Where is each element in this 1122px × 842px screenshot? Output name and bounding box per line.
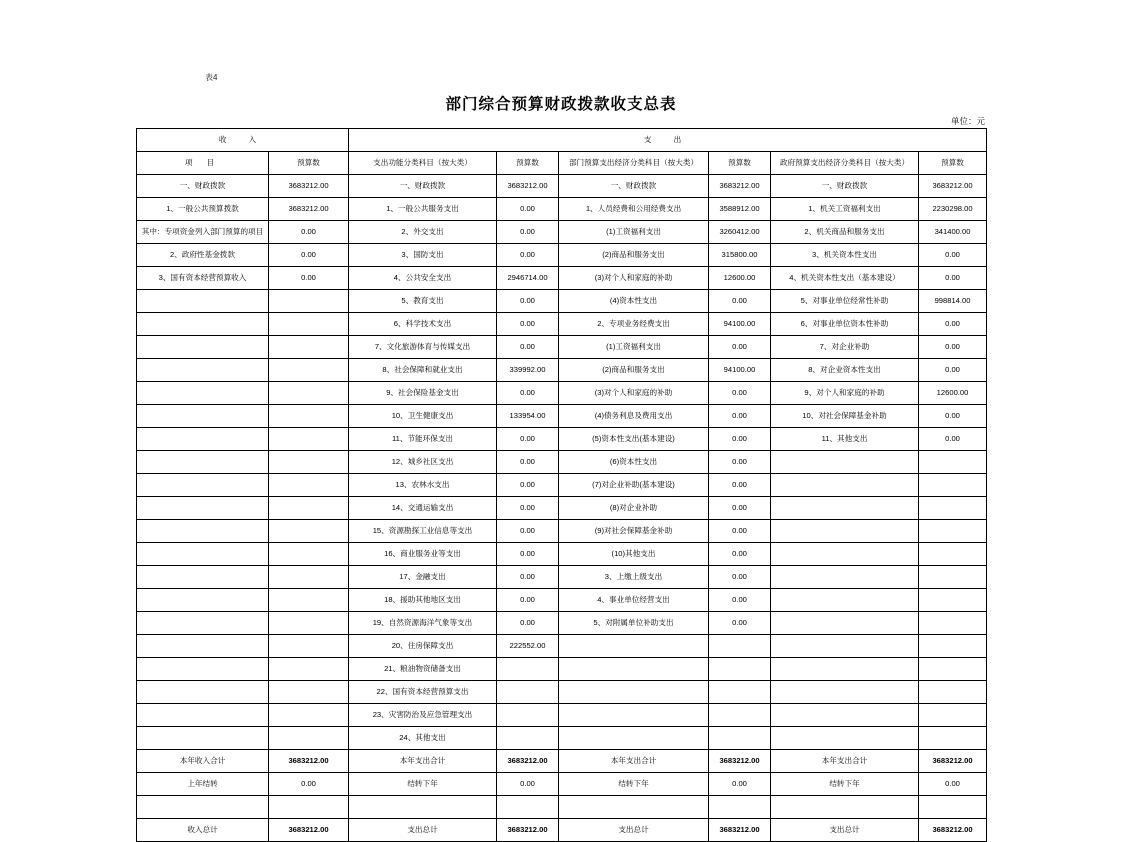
func-row-value: 0.00 xyxy=(497,474,559,497)
budget-table xyxy=(136,128,987,842)
income-year-total-label: 本年收入合计 xyxy=(137,750,269,773)
table-row xyxy=(137,543,987,566)
income-row-label: 2、政府性基金拨款 xyxy=(137,244,269,267)
income-row-value xyxy=(269,313,349,336)
func-row-value: 0.00 xyxy=(497,313,559,336)
header-dept-econ-class: 部门预算支出经济分类科目（按大类） xyxy=(559,152,709,175)
gov-econ-row-value: 12600.00 xyxy=(919,382,987,405)
gov-econ-row-value: 0.00 xyxy=(919,405,987,428)
func-row-value: 0.00 xyxy=(497,290,559,313)
gov-econ-row-value: 0.00 xyxy=(919,359,987,382)
dept-econ-row-value: 94100.00 xyxy=(709,313,771,336)
income-row-label: 1、一般公共预算拨款 xyxy=(137,198,269,221)
income-row-value xyxy=(269,520,349,543)
gov-econ-row-label: 2、机关商品和服务支出 xyxy=(771,221,919,244)
func-row-label: 11、节能环保支出 xyxy=(349,428,497,451)
table-row xyxy=(137,451,987,474)
header-income-budget: 预算数 xyxy=(269,152,349,175)
func-row-value: 2946714.00 xyxy=(497,267,559,290)
income-row-value xyxy=(269,704,349,727)
dept-carry-value: 0.00 xyxy=(709,773,771,796)
gov-econ-row-value xyxy=(919,681,987,704)
table-row xyxy=(137,267,987,290)
spacer-cell xyxy=(137,796,269,819)
income-row-label xyxy=(137,635,269,658)
func-row-value xyxy=(497,681,559,704)
dept-econ-row-label: (5)资本性支出(基本建设) xyxy=(559,428,709,451)
income-row-value xyxy=(269,727,349,750)
dept-carry-label: 结转下年 xyxy=(559,773,709,796)
income-grand-total-label: 收入总计 xyxy=(137,819,269,842)
gov-econ-row-label: 1、机关工资福利支出 xyxy=(771,198,919,221)
table-row xyxy=(137,681,987,704)
gov-econ-row-value xyxy=(919,474,987,497)
table-row xyxy=(137,589,987,612)
gov-econ-row-label: 6、对事业单位资本性补助 xyxy=(771,313,919,336)
spacer-cell xyxy=(497,796,559,819)
dept-econ-row-value: 3683212.00 xyxy=(709,175,771,198)
dept-econ-row-label: (9)对社会保障基金补助 xyxy=(559,520,709,543)
spacer-cell xyxy=(349,796,497,819)
func-row-label: 13、农林水支出 xyxy=(349,474,497,497)
table-row xyxy=(137,290,987,313)
func-row-value xyxy=(497,658,559,681)
func-row-value xyxy=(497,727,559,750)
dept-econ-row-value: 0.00 xyxy=(709,336,771,359)
income-row-label xyxy=(137,336,269,359)
gov-econ-row-value: 2230298.00 xyxy=(919,198,987,221)
header-func-budget: 预算数 xyxy=(497,152,559,175)
gov-econ-row-label xyxy=(771,681,919,704)
func-year-total-label: 本年支出合计 xyxy=(349,750,497,773)
gov-econ-row-value: 0.00 xyxy=(919,428,987,451)
gov-year-total-value: 3683212.00 xyxy=(919,750,987,773)
spacer-cell xyxy=(709,796,771,819)
func-row-value: 0.00 xyxy=(497,497,559,520)
table-row-carryover xyxy=(137,773,987,796)
table-row xyxy=(137,474,987,497)
dept-econ-row-label: (10)其他支出 xyxy=(559,543,709,566)
gov-econ-row-value: 0.00 xyxy=(919,244,987,267)
dept-econ-row-label: 3、上缴上级支出 xyxy=(559,566,709,589)
header-gov-econ-budget: 预算数 xyxy=(919,152,987,175)
func-row-label: 1、一般公共服务支出 xyxy=(349,198,497,221)
gov-econ-row-label: 4、机关资本性支出（基本建设） xyxy=(771,267,919,290)
income-carry-value: 0.00 xyxy=(269,773,349,796)
income-year-total-value: 3683212.00 xyxy=(269,750,349,773)
func-row-value: 0.00 xyxy=(497,382,559,405)
gov-econ-row-label xyxy=(771,658,919,681)
gov-econ-row-value: 3683212.00 xyxy=(919,175,987,198)
func-row-value: 0.00 xyxy=(497,336,559,359)
dept-econ-row-label: (4)资本性支出 xyxy=(559,290,709,313)
table-header-group-row xyxy=(137,129,987,152)
gov-econ-row-label xyxy=(771,474,919,497)
income-row-value: 0.00 xyxy=(269,267,349,290)
func-row-value xyxy=(497,704,559,727)
gov-econ-row-value xyxy=(919,635,987,658)
gov-econ-row-label xyxy=(771,497,919,520)
income-grand-total-value: 3683212.00 xyxy=(269,819,349,842)
dept-econ-row-label xyxy=(559,704,709,727)
income-row-label xyxy=(137,612,269,635)
table-row xyxy=(137,313,987,336)
table-row xyxy=(137,635,987,658)
income-row-label xyxy=(137,589,269,612)
income-row-label xyxy=(137,290,269,313)
income-row-value xyxy=(269,382,349,405)
func-row-label: 23、灾害防治及应急管理支出 xyxy=(349,704,497,727)
gov-econ-row-value xyxy=(919,704,987,727)
table-row xyxy=(137,497,987,520)
spacer-cell xyxy=(771,796,919,819)
dept-econ-row-label xyxy=(559,727,709,750)
func-row-label: 19、自然资源海洋气象等支出 xyxy=(349,612,497,635)
dept-econ-row-label: (3)对个人和家庭的补助 xyxy=(559,267,709,290)
dept-econ-row-value: 0.00 xyxy=(709,474,771,497)
page-title: 部门综合预算财政拨款收支总表 xyxy=(445,96,677,113)
dept-year-total-label: 本年支出合计 xyxy=(559,750,709,773)
gov-econ-row-label xyxy=(771,612,919,635)
func-row-label: 4、公共安全支出 xyxy=(349,267,497,290)
func-row-label: 一、财政拨款 xyxy=(349,175,497,198)
dept-econ-row-label xyxy=(559,635,709,658)
gov-econ-row-label: 10、对社会保障基金补助 xyxy=(771,405,919,428)
table-row xyxy=(137,244,987,267)
income-row-value xyxy=(269,336,349,359)
dept-econ-row-label: 1、人员经费和公用经费支出 xyxy=(559,198,709,221)
income-row-label: 其中：专项资金列入部门预算的项目 xyxy=(137,221,269,244)
income-row-value xyxy=(269,451,349,474)
income-row-label xyxy=(137,681,269,704)
gov-econ-row-label xyxy=(771,704,919,727)
dept-econ-row-value: 0.00 xyxy=(709,589,771,612)
dept-grand-total-label: 支出总计 xyxy=(559,819,709,842)
income-row-label xyxy=(137,704,269,727)
dept-econ-row-label: 5、对附属单位补助支出 xyxy=(559,612,709,635)
func-row-label: 5、教育支出 xyxy=(349,290,497,313)
dept-econ-row-label: (1)工资福利支出 xyxy=(559,221,709,244)
func-row-label: 17、金融支出 xyxy=(349,566,497,589)
func-row-value: 0.00 xyxy=(497,520,559,543)
table-row-year-total xyxy=(137,750,987,773)
table-row xyxy=(137,198,987,221)
income-row-label xyxy=(137,497,269,520)
func-row-label: 22、国有资本经营预算支出 xyxy=(349,681,497,704)
func-row-label: 21、粮油物资储备支出 xyxy=(349,658,497,681)
dept-econ-row-value: 315800.00 xyxy=(709,244,771,267)
func-row-label: 6、科学技术支出 xyxy=(349,313,497,336)
dept-econ-row-label: 4、事业单位经营支出 xyxy=(559,589,709,612)
table-row xyxy=(137,359,987,382)
income-row-label xyxy=(137,543,269,566)
dept-econ-row-label: (3)对个人和家庭的补助 xyxy=(559,382,709,405)
dept-econ-row-value xyxy=(709,635,771,658)
gov-grand-total-label: 支出总计 xyxy=(771,819,919,842)
form-number: 表4 xyxy=(205,73,218,82)
func-row-label: 24、其他支出 xyxy=(349,727,497,750)
income-row-value: 0.00 xyxy=(269,221,349,244)
income-row-value xyxy=(269,428,349,451)
dept-econ-row-value: 0.00 xyxy=(709,451,771,474)
func-row-value: 133954.00 xyxy=(497,405,559,428)
dept-grand-total-value: 3683212.00 xyxy=(709,819,771,842)
gov-econ-row-value xyxy=(919,612,987,635)
dept-econ-row-value: 0.00 xyxy=(709,405,771,428)
gov-econ-row-value xyxy=(919,658,987,681)
dept-econ-row-value: 3588912.00 xyxy=(709,198,771,221)
gov-econ-row-label xyxy=(771,451,919,474)
income-carry-label: 上年结转 xyxy=(137,773,269,796)
gov-econ-row-label xyxy=(771,543,919,566)
gov-econ-row-value xyxy=(919,451,987,474)
func-row-value: 0.00 xyxy=(497,612,559,635)
func-row-label: 9、社会保险基金支出 xyxy=(349,382,497,405)
table-row xyxy=(137,520,987,543)
gov-econ-row-value xyxy=(919,589,987,612)
gov-econ-row-label xyxy=(771,566,919,589)
header-income-item: 项 目 xyxy=(137,152,269,175)
func-row-value: 3683212.00 xyxy=(497,175,559,198)
gov-grand-total-value: 3683212.00 xyxy=(919,819,987,842)
header-dept-econ-budget: 预算数 xyxy=(709,152,771,175)
func-row-value: 0.00 xyxy=(497,566,559,589)
dept-econ-row-value: 0.00 xyxy=(709,382,771,405)
income-row-label xyxy=(137,428,269,451)
table-row xyxy=(137,566,987,589)
income-row-value xyxy=(269,543,349,566)
table-row xyxy=(137,405,987,428)
dept-econ-row-value xyxy=(709,704,771,727)
dept-econ-row-value: 12600.00 xyxy=(709,267,771,290)
func-row-label: 12、城乡社区支出 xyxy=(349,451,497,474)
dept-econ-row-value: 0.00 xyxy=(709,543,771,566)
gov-carry-label: 结转下年 xyxy=(771,773,919,796)
income-row-value xyxy=(269,405,349,428)
dept-econ-row-label: (1)工资福利支出 xyxy=(559,336,709,359)
dept-econ-row-value: 0.00 xyxy=(709,428,771,451)
income-row-label xyxy=(137,566,269,589)
func-row-label: 18、援助其他地区支出 xyxy=(349,589,497,612)
dept-econ-row-value xyxy=(709,658,771,681)
gov-year-total-label: 本年支出合计 xyxy=(771,750,919,773)
dept-econ-row-value: 0.00 xyxy=(709,612,771,635)
income-row-value: 3683212.00 xyxy=(269,198,349,221)
dept-econ-row-label: (6)资本性支出 xyxy=(559,451,709,474)
income-row-value xyxy=(269,474,349,497)
dept-econ-row-label: 一、财政拨款 xyxy=(559,175,709,198)
table-spacer-row xyxy=(137,796,987,819)
table-row xyxy=(137,336,987,359)
income-row-value xyxy=(269,681,349,704)
gov-econ-row-label xyxy=(771,727,919,750)
dept-econ-row-value: 94100.00 xyxy=(709,359,771,382)
gov-econ-row-value: 0.00 xyxy=(919,313,987,336)
gov-econ-row-value: 998814.00 xyxy=(919,290,987,313)
func-row-label: 3、国防支出 xyxy=(349,244,497,267)
gov-econ-row-label xyxy=(771,589,919,612)
gov-econ-row-label: 8、对企业资本性支出 xyxy=(771,359,919,382)
income-row-label xyxy=(137,474,269,497)
table-row xyxy=(137,704,987,727)
func-row-label: 2、外交支出 xyxy=(349,221,497,244)
dept-econ-row-value: 0.00 xyxy=(709,290,771,313)
gov-econ-row-label: 一、财政拨款 xyxy=(771,175,919,198)
dept-econ-row-label: 2、专项业务经费支出 xyxy=(559,313,709,336)
dept-econ-row-label: (2)商品和服务支出 xyxy=(559,244,709,267)
func-row-value: 0.00 xyxy=(497,589,559,612)
income-row-value: 3683212.00 xyxy=(269,175,349,198)
table-row xyxy=(137,612,987,635)
dept-econ-row-label: (7)对企业补助(基本建设) xyxy=(559,474,709,497)
dept-econ-row-value: 0.00 xyxy=(709,566,771,589)
table-row xyxy=(137,382,987,405)
income-row-label xyxy=(137,359,269,382)
func-row-label: 7、文化旅游体育与传媒支出 xyxy=(349,336,497,359)
spacer-cell xyxy=(919,796,987,819)
gov-econ-row-value xyxy=(919,566,987,589)
gov-econ-row-label xyxy=(771,520,919,543)
table-row-grand-total xyxy=(137,819,987,842)
gov-econ-row-value xyxy=(919,497,987,520)
func-row-value: 0.00 xyxy=(497,451,559,474)
table-row xyxy=(137,727,987,750)
gov-econ-row-value xyxy=(919,543,987,566)
func-row-label: 15、资源勘探工业信息等支出 xyxy=(349,520,497,543)
income-row-label xyxy=(137,658,269,681)
func-row-value: 339992.00 xyxy=(497,359,559,382)
income-row-label xyxy=(137,405,269,428)
table-header-col-row xyxy=(137,152,987,175)
dept-econ-row-label: (8)对企业补助 xyxy=(559,497,709,520)
income-row-value xyxy=(269,612,349,635)
func-year-total-value: 3683212.00 xyxy=(497,750,559,773)
dept-year-total-value: 3683212.00 xyxy=(709,750,771,773)
spacer-cell xyxy=(559,796,709,819)
income-row-label xyxy=(137,313,269,336)
table-row xyxy=(137,658,987,681)
income-row-label xyxy=(137,451,269,474)
dept-econ-row-label: (4)债务利息及费用支出 xyxy=(559,405,709,428)
gov-econ-row-value xyxy=(919,727,987,750)
income-row-label: 一、财政拨款 xyxy=(137,175,269,198)
gov-carry-value: 0.00 xyxy=(919,773,987,796)
income-row-label: 3、国有资本经营预算收入 xyxy=(137,267,269,290)
gov-econ-row-label: 3、机关资本性支出 xyxy=(771,244,919,267)
func-row-label: 16、商业服务业等支出 xyxy=(349,543,497,566)
income-row-value xyxy=(269,359,349,382)
func-row-label: 20、住房保障支出 xyxy=(349,635,497,658)
income-row-value xyxy=(269,658,349,681)
income-row-label xyxy=(137,520,269,543)
func-row-label: 8、社会保障和就业支出 xyxy=(349,359,497,382)
spacer-cell xyxy=(269,796,349,819)
func-grand-total-label: 支出总计 xyxy=(349,819,497,842)
table-row xyxy=(137,428,987,451)
dept-econ-row-label xyxy=(559,681,709,704)
dept-econ-row-value xyxy=(709,727,771,750)
gov-econ-row-label: 11、其他支出 xyxy=(771,428,919,451)
dept-econ-row-value xyxy=(709,681,771,704)
income-row-value: 0.00 xyxy=(269,244,349,267)
func-row-value: 0.00 xyxy=(497,244,559,267)
income-row-label xyxy=(137,382,269,405)
func-grand-total-value: 3683212.00 xyxy=(497,819,559,842)
header-expense-group: 支 出 xyxy=(349,129,987,152)
func-row-value: 0.00 xyxy=(497,543,559,566)
func-row-value: 0.00 xyxy=(497,428,559,451)
dept-econ-row-label: (2)商品和服务支出 xyxy=(559,359,709,382)
gov-econ-row-label: 5、对事业单位经常性补助 xyxy=(771,290,919,313)
gov-econ-row-value: 341400.00 xyxy=(919,221,987,244)
dept-econ-row-value: 0.00 xyxy=(709,520,771,543)
header-gov-econ-class: 政府预算支出经济分类科目（按大类） xyxy=(771,152,919,175)
income-row-value xyxy=(269,566,349,589)
header-func-class: 支出功能分类科目（按大类） xyxy=(349,152,497,175)
header-income-group: 收 入 xyxy=(137,129,349,152)
gov-econ-row-label: 7、对企业补助 xyxy=(771,336,919,359)
income-row-value xyxy=(269,635,349,658)
func-row-label: 14、交通运输支出 xyxy=(349,497,497,520)
gov-econ-row-label xyxy=(771,635,919,658)
dept-econ-row-label xyxy=(559,658,709,681)
gov-econ-row-value: 0.00 xyxy=(919,267,987,290)
dept-econ-row-value: 0.00 xyxy=(709,497,771,520)
income-row-value xyxy=(269,497,349,520)
income-row-value xyxy=(269,290,349,313)
unit-note: 单位：元 xyxy=(950,116,985,126)
func-carry-label: 结转下年 xyxy=(349,773,497,796)
dept-econ-row-value: 3260412.00 xyxy=(709,221,771,244)
table-row xyxy=(137,175,987,198)
table-row xyxy=(137,221,987,244)
func-carry-value: 0.00 xyxy=(497,773,559,796)
income-row-value xyxy=(269,589,349,612)
gov-econ-row-label: 9、对个人和家庭的补助 xyxy=(771,382,919,405)
func-row-value: 0.00 xyxy=(497,198,559,221)
gov-econ-row-value: 0.00 xyxy=(919,336,987,359)
gov-econ-row-value xyxy=(919,520,987,543)
func-row-label: 10、卫生健康支出 xyxy=(349,405,497,428)
func-row-value: 0.00 xyxy=(497,221,559,244)
income-row-label xyxy=(137,727,269,750)
func-row-value: 222552.00 xyxy=(497,635,559,658)
